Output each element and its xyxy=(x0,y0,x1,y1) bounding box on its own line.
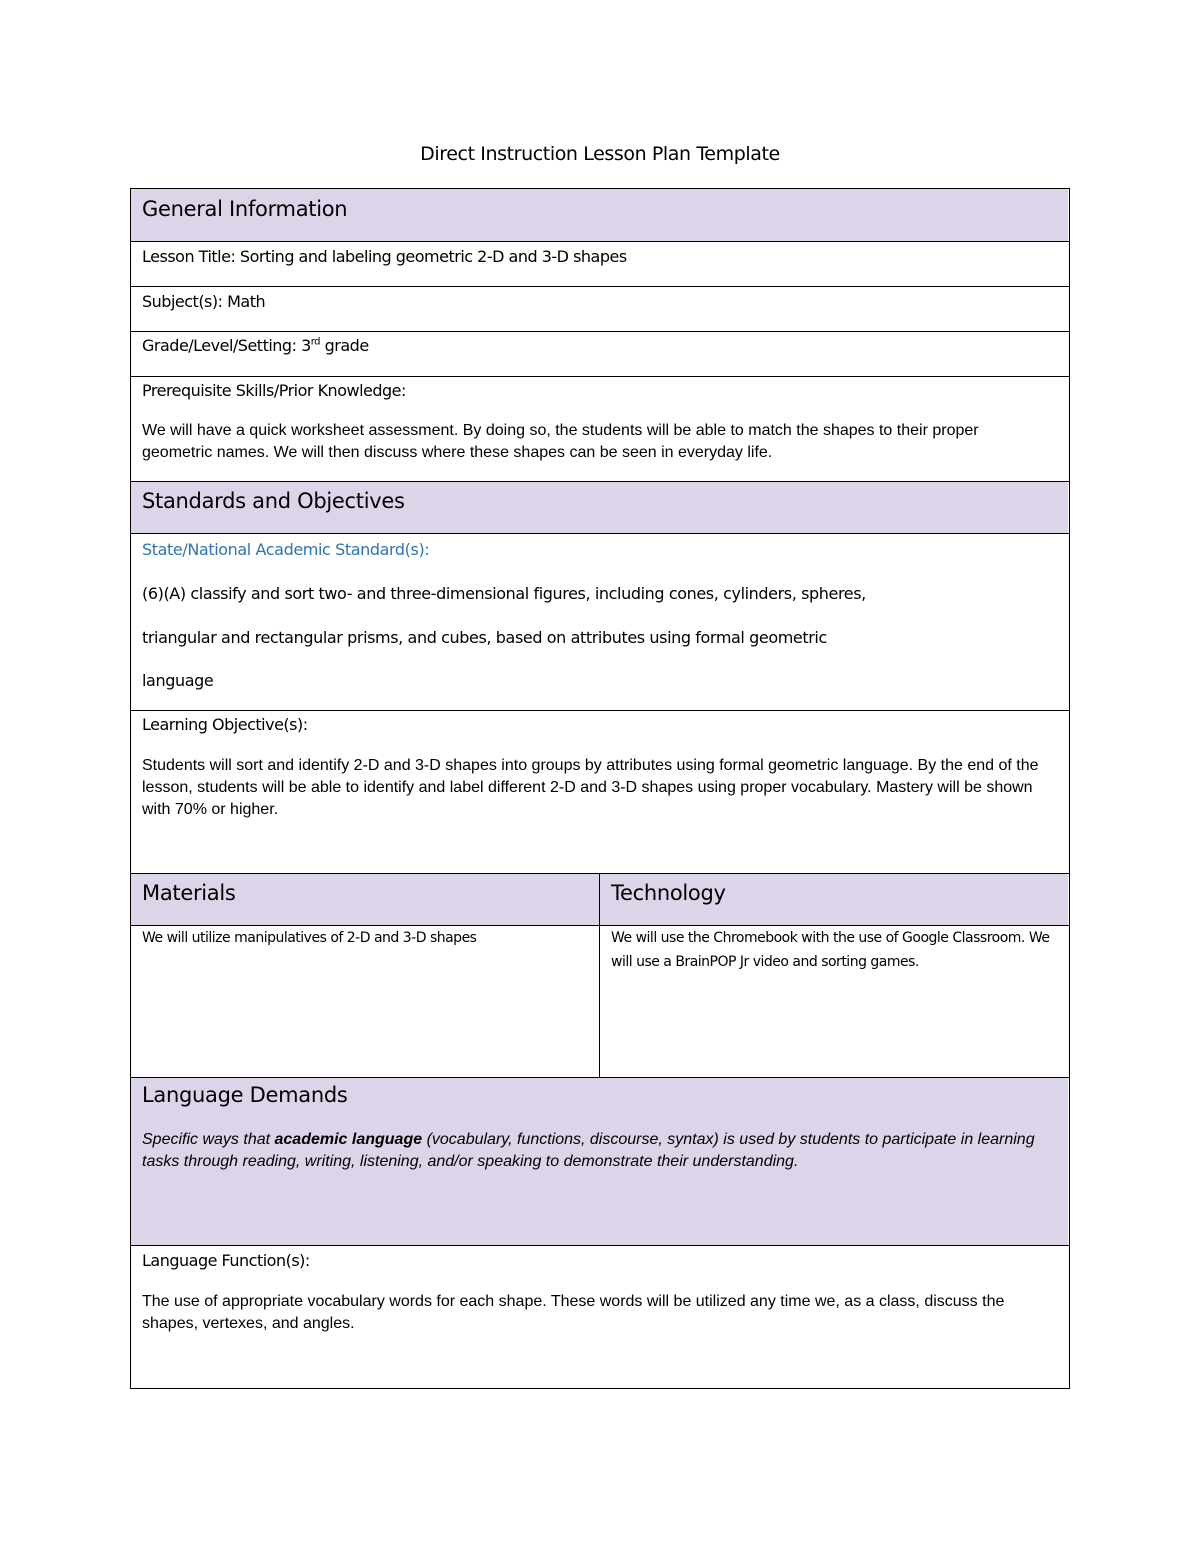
language-demands-section xyxy=(131,1078,1068,1245)
prerequisite-text: We will have a quick worksheet assessment. By doing so, the students will be able to match the shapes to their proper geometric names. We will then discuss where these shapes can be seen in everyday life. xyxy=(142,422,979,461)
lesson-plan-table xyxy=(130,188,1070,1389)
materials-heading: Materials xyxy=(142,881,236,905)
subjects: Subject(s): Math xyxy=(142,292,266,311)
lesson-title: Lesson Title: Sorting and labeling geometric 2-D and 3-D shapes xyxy=(142,247,627,266)
technology-header xyxy=(600,874,1068,926)
standard-line-3: language xyxy=(142,671,214,690)
language-function-label: Language Function(s): xyxy=(142,1251,310,1270)
standard-line-1: (6)(A) classify and sort two- and three-dimensional figures, including cones, cylinders, spheres, xyxy=(142,584,866,603)
academic-language-term: academic language xyxy=(274,1131,423,1148)
grade-prefix: Grade/Level/Setting: 3 xyxy=(142,336,311,355)
general-information-header xyxy=(131,189,1068,241)
standards-objectives-header xyxy=(131,482,1068,534)
standard-line-2: triangular and rectangular prisms, and cubes, based on attributes using formal geometric xyxy=(142,628,827,647)
language-function-text: The use of appropriate vocabulary words for each shape. These words will be utilized any time we, as a class, discuss the shapes, vertexes, and angles. xyxy=(142,1293,1005,1332)
general-information-heading: General Information xyxy=(142,197,348,221)
technology-heading: Technology xyxy=(611,881,726,905)
materials-header xyxy=(131,874,599,926)
language-demands-heading: Language Demands xyxy=(142,1083,348,1107)
learning-objective-label: Learning Objective(s): xyxy=(142,715,308,734)
standards-objectives-heading: Standards and Objectives xyxy=(142,489,405,513)
document-title: Direct Instruction Lesson Plan Template xyxy=(420,143,780,165)
academic-standard-label: State/National Academic Standard(s): xyxy=(142,540,430,559)
language-demands-description: Specific ways that academic language (vocabulary, functions, discourse, syntax) is used by students to participate in learning tasks through reading, writing, listening, and/or speaking to demonstrate their understanding. xyxy=(142,1131,1035,1170)
grade-superscript: rd xyxy=(310,336,321,348)
prerequisite-label: Prerequisite Skills/Prior Knowledge: xyxy=(142,381,406,400)
learning-objective-text: Students will sort and identify 2-D and 3-D shapes into groups by attributes using formal geometric language. By the end of the lesson, students will be able to identify and label different 2-D and 3-D shapes using proper vocabulary. Mastery will be shown with 70% or higher. xyxy=(142,757,1039,818)
grade-level-setting xyxy=(142,336,369,355)
grade-suffix: grade xyxy=(320,336,369,355)
technology-text: We will use the Chromebook with the use of Google Classroom. We will use a BrainPOP Jr video and sorting games. xyxy=(611,930,1050,970)
materials-text: We will utilize manipulatives of 2-D and 3-D shapes xyxy=(142,930,477,946)
